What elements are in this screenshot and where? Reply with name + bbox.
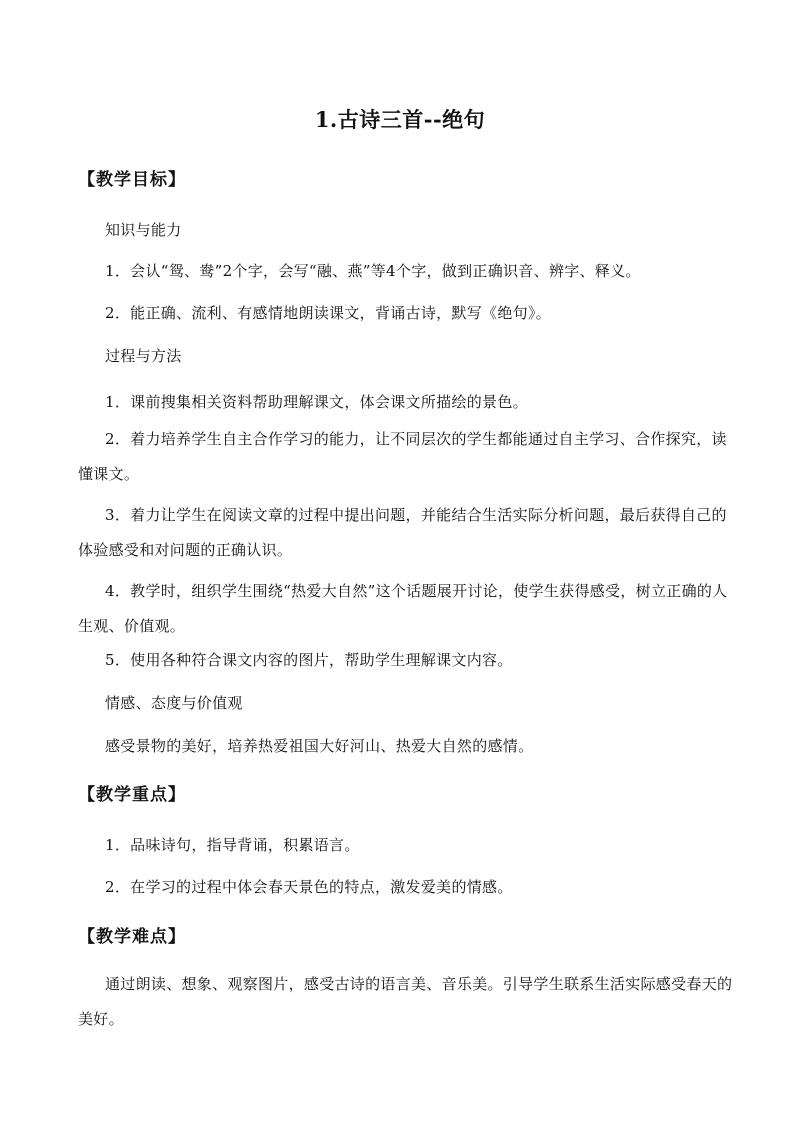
paragraph: 2．能正确、流利、有感情地朗读课文，背诵古诗，默写《绝句》。 [105, 304, 552, 322]
paragraph: 1．课前搜集相关资料帮助理解课文，体会课文所描绘的景色。 [105, 393, 528, 411]
paragraph: 感受景物的美好，培养热爱祖国大好河山、热爱大自然的感情。 [105, 737, 534, 755]
paragraph: 4．教学时，组织学生围绕“热爱大自然”这个话题展开讨论，使学生获得感受，树立正确的人生观、价值观。 [78, 582, 728, 635]
paragraph: 1．品味诗句，指导背诵，积累语言。 [105, 836, 360, 854]
paragraph: 2．着力培养学生自主合作学习的能力，让不同层次的学生都能通过自主学习、合作探究，读懂课文。 [78, 430, 727, 483]
section-heading-difficulties: 【教学难点】 [78, 927, 186, 947]
section-heading-key-points: 【教学重点】 [78, 785, 186, 805]
paragraph: 1．会认“鸳、鸯”2个字，会写“融、燕”等4个字，做到正确识音、辨字、释义。 [105, 262, 641, 280]
paragraph: 5．使用各种符合课文内容的图片，帮助学生理解课文内容。 [105, 651, 513, 669]
paragraph: 通过朗读、想象、观察图片，感受古诗的语言美、音乐美。引导学生联系生活实际感受春天的美好。 [78, 975, 733, 1028]
paragraph: 3．着力让学生在阅读文章的过程中提出问题，并能结合生活实际分析问题，最后获得自己的体验感受和对问题的正确认识。 [78, 506, 727, 559]
subheading-knowledge-ability: 知识与能力 [105, 221, 182, 239]
subheading-process-method: 过程与方法 [105, 347, 182, 365]
subheading-emotion-attitude-values: 情感、态度与价值观 [105, 694, 243, 712]
paragraph: 2．在学习的过程中体会春天景色的特点，激发爱美的情感。 [105, 878, 513, 896]
document-title: 1.古诗三首--绝句 [314, 107, 486, 132]
section-heading-objectives: 【教学目标】 [78, 170, 186, 190]
